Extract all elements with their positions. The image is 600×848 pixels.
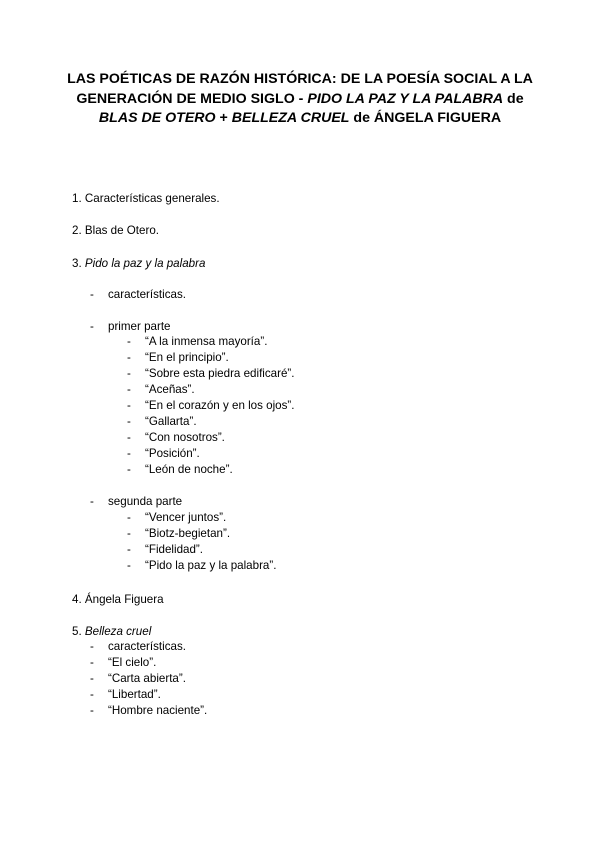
section-number: 3. bbox=[72, 257, 85, 270]
poem-item: “En el principio”. bbox=[145, 351, 229, 364]
bullet: - bbox=[90, 656, 94, 669]
bullet: - bbox=[127, 527, 131, 540]
section-2 bbox=[72, 224, 159, 238]
section-number: 5. bbox=[72, 625, 85, 638]
title-text: LAS POÉTICAS DE RAZÓN HISTÓRICA: DE LA POESÍA SOCIAL A LA GENERACIÓN DE MEDIO SIGLO - bbox=[67, 71, 533, 107]
section-4 bbox=[72, 593, 164, 607]
list-item: segunda parte bbox=[108, 495, 183, 508]
bullet: - bbox=[127, 415, 131, 428]
poem-item: “A la inmensa mayoría”. bbox=[145, 335, 268, 348]
poem-item: “El cielo”. bbox=[108, 656, 157, 669]
poem-item: “Posición”. bbox=[145, 447, 200, 460]
list-item: características. bbox=[108, 288, 186, 301]
section-number: 2. bbox=[72, 224, 85, 237]
bullet: - bbox=[127, 559, 131, 572]
section-label: Características generales. bbox=[84, 192, 220, 205]
bullet: - bbox=[90, 288, 94, 301]
section-number: 4. bbox=[72, 593, 85, 606]
poem-item: “Libertad”. bbox=[108, 688, 161, 701]
poem-item: “Fidelidad”. bbox=[145, 543, 203, 556]
section-label: Ángela Figuera bbox=[84, 593, 164, 606]
title-author-1: BLAS DE OTERO bbox=[98, 110, 216, 126]
poem-item: “León de noche”. bbox=[145, 463, 233, 476]
section-3 bbox=[72, 257, 205, 271]
bullet: - bbox=[127, 447, 131, 460]
bullet: - bbox=[90, 495, 94, 508]
poem-item: “En el corazón y en los ojos”. bbox=[145, 399, 295, 412]
bullet: - bbox=[90, 640, 94, 653]
poem-item: “Sobre esta piedra edificaré”. bbox=[145, 367, 295, 380]
section-1 bbox=[72, 192, 220, 206]
title-author-2: de ÁNGELA FIGUERA bbox=[349, 110, 502, 126]
bullet: - bbox=[127, 463, 131, 476]
poem-item: “Pido la paz y la palabra”. bbox=[145, 559, 277, 572]
title-book-1: PIDO LA PAZ Y LA PALABRA bbox=[307, 90, 504, 107]
bullet: - bbox=[127, 511, 131, 524]
poem-item: “Biotz-begietan”. bbox=[145, 527, 231, 540]
section-label: Blas de Otero. bbox=[84, 224, 159, 237]
section-label: Pido la paz y la palabra bbox=[84, 257, 206, 270]
bullet: - bbox=[127, 431, 131, 444]
poem-item: “Con nosotros”. bbox=[145, 431, 225, 444]
bullet: - bbox=[90, 672, 94, 685]
list-item: características. bbox=[108, 640, 186, 653]
bullet: - bbox=[127, 367, 131, 380]
section-5 bbox=[72, 625, 151, 639]
poem-item: “Gallarta”. bbox=[145, 415, 197, 428]
bullet: - bbox=[127, 543, 131, 556]
title-connector: de bbox=[503, 90, 524, 107]
bullet: - bbox=[90, 688, 94, 701]
section-number: 1. bbox=[72, 192, 85, 205]
bullet: - bbox=[127, 335, 131, 348]
bullet: - bbox=[127, 351, 131, 364]
poem-item: “Vencer juntos”. bbox=[145, 511, 227, 524]
poem-item: “Aceñas”. bbox=[145, 383, 195, 396]
bullet: - bbox=[90, 320, 94, 333]
list-item: primer parte bbox=[108, 320, 171, 333]
bullet: - bbox=[127, 383, 131, 396]
title-plus: + bbox=[215, 110, 232, 126]
title-book-2: BELLEZA CRUEL bbox=[231, 110, 350, 126]
section-label: Belleza cruel bbox=[84, 625, 152, 638]
poem-item: “Carta abierta”. bbox=[108, 672, 186, 685]
poem-item: “Hombre naciente”. bbox=[108, 704, 208, 717]
bullet: - bbox=[90, 704, 94, 717]
page-title bbox=[60, 70, 540, 129]
bullet: - bbox=[127, 399, 131, 412]
